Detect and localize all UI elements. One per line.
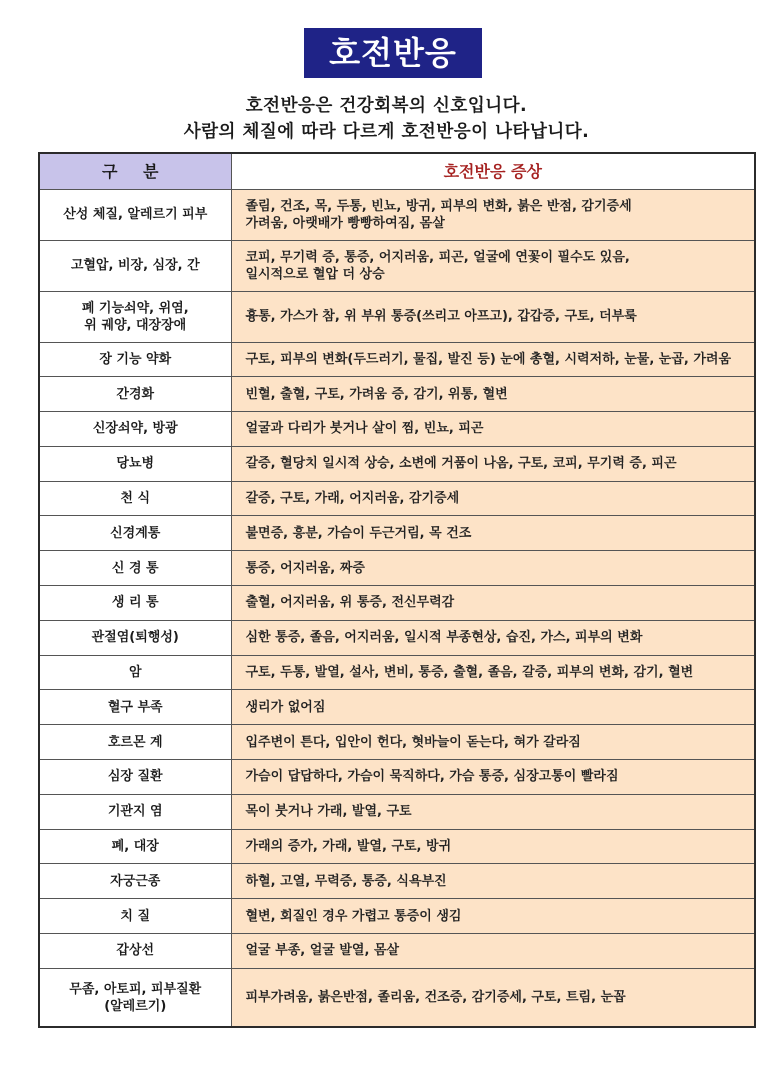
table-row [39, 690, 755, 725]
row-category: 간경화 [39, 377, 231, 412]
row-category: 신경계통 [39, 516, 231, 551]
row-symptoms: 얼굴 부종, 얼굴 발열, 몸살 [231, 934, 755, 969]
table-row [39, 189, 755, 240]
row-symptoms: 흉통, 가스가 참, 위 부위 통증(쓰리고 아프고), 갑갑증, 구토, 더부룩 [231, 291, 755, 342]
row-symptoms: 목이 붓거나 가래, 발열, 구토 [231, 794, 755, 829]
healing-reaction-table [38, 152, 756, 1028]
row-category: 호르몬 계 [39, 725, 231, 760]
row-symptoms: 졸림, 건조, 목, 두통, 빈뇨, 방귀, 피부의 변화, 붉은 반점, 감기증세 가려움, 아랫배가 빵빵하여짐, 몸살 [231, 189, 755, 240]
row-symptoms: 가래의 증가, 가래, 발열, 구토, 방귀 [231, 829, 755, 864]
table-row [39, 240, 755, 291]
row-category: 심장 질환 [39, 760, 231, 795]
row-category: 산성 체질, 알레르기 피부 [39, 189, 231, 240]
table-row [39, 899, 755, 934]
table-row [39, 620, 755, 655]
table-row [39, 864, 755, 899]
row-category: 관절염(퇴행성) [39, 620, 231, 655]
table-row [39, 794, 755, 829]
table-row [39, 516, 755, 551]
table-row [39, 829, 755, 864]
row-category: 무좀, 아토피, 피부질환 (알레르기) [39, 968, 231, 1027]
row-symptoms: 코피, 무기력 증, 통증, 어지러움, 피곤, 얼굴에 연꽃이 필수도 있음, 일시적으로 혈압 더 상승 [231, 240, 755, 291]
row-symptoms: 하혈, 고열, 무력증, 통증, 식욕부진 [231, 864, 755, 899]
header-symptoms: 호전반응 증상 [231, 153, 755, 189]
row-symptoms: 출혈, 어지러움, 위 통증, 전신무력감 [231, 586, 755, 621]
row-symptoms: 피부가려움, 붉은반점, 졸리움, 건조증, 감기증세, 구토, 트림, 눈꼽 [231, 968, 755, 1027]
row-symptoms: 빈혈, 출혈, 구토, 가려움 증, 감기, 위통, 혈변 [231, 377, 755, 412]
table-row [39, 725, 755, 760]
row-category: 천 식 [39, 481, 231, 516]
table-row [39, 446, 755, 481]
row-symptoms: 갈증, 혈당치 일시적 상승, 소변에 거품이 나옴, 구토, 코피, 무기력 증, 피곤 [231, 446, 755, 481]
table-row [39, 377, 755, 412]
row-symptoms: 가슴이 답답하다, 가슴이 묵직하다, 가슴 통증, 심장고통이 빨라짐 [231, 760, 755, 795]
row-symptoms: 갈증, 구토, 가래, 어지러움, 감기증세 [231, 481, 755, 516]
table-row [39, 934, 755, 969]
row-symptoms: 심한 통증, 졸음, 어지러움, 일시적 부종현상, 습진, 가스, 피부의 변화 [231, 620, 755, 655]
page-title: 호전반응 [304, 28, 482, 78]
row-category: 폐, 대장 [39, 829, 231, 864]
table-row [39, 551, 755, 586]
row-category: 생 리 통 [39, 586, 231, 621]
row-category: 신 경 통 [39, 551, 231, 586]
table-row [39, 481, 755, 516]
table-row [39, 412, 755, 447]
row-symptoms: 입주변이 튼다, 입안이 헌다, 혓바늘이 돋는다, 혀가 갈라짐 [231, 725, 755, 760]
intro-line-1: 호전반응은 건강회복의 신호입니다. [245, 96, 528, 116]
row-category: 장 기능 약화 [39, 342, 231, 377]
table-row [39, 760, 755, 795]
header-category: 구 분 [39, 153, 231, 189]
row-symptoms: 혈변, 회질인 경우 가렵고 통증이 생김 [231, 899, 755, 934]
row-symptoms: 얼굴과 다리가 붓거나 살이 찜, 빈뇨, 피곤 [231, 412, 755, 447]
row-category: 고혈압, 비장, 심장, 간 [39, 240, 231, 291]
row-category: 치 질 [39, 899, 231, 934]
row-category: 폐 기능쇠약, 위염, 위 궤양, 대장장애 [39, 291, 231, 342]
row-category: 자궁근종 [39, 864, 231, 899]
intro-line-2: 사람의 체질에 따라 다르게 호전반응이 나타납니다. [183, 122, 590, 142]
table-row [39, 655, 755, 690]
row-category: 갑상선 [39, 934, 231, 969]
table-row [39, 586, 755, 621]
row-symptoms: 불면증, 흥분, 가슴이 두근거림, 목 건조 [231, 516, 755, 551]
table-row [39, 342, 755, 377]
row-symptoms: 구토, 두통, 발열, 설사, 변비, 통증, 출혈, 졸음, 갈증, 피부의 변화, 감기, 혈변 [231, 655, 755, 690]
row-category: 암 [39, 655, 231, 690]
row-category: 당뇨병 [39, 446, 231, 481]
table-header-row [39, 153, 755, 189]
row-category: 기관지 염 [39, 794, 231, 829]
row-symptoms: 구토, 피부의 변화(두드러기, 물집, 발진 등) 눈에 총혈, 시력저하, 눈물, 눈곱, 가려움 [231, 342, 755, 377]
row-category: 혈구 부족 [39, 690, 231, 725]
row-symptoms: 생리가 없어짐 [231, 690, 755, 725]
table-row [39, 968, 755, 1027]
row-symptoms: 통증, 어지러움, 짜증 [231, 551, 755, 586]
row-category: 신장쇠약, 방광 [39, 412, 231, 447]
table-row [39, 291, 755, 342]
